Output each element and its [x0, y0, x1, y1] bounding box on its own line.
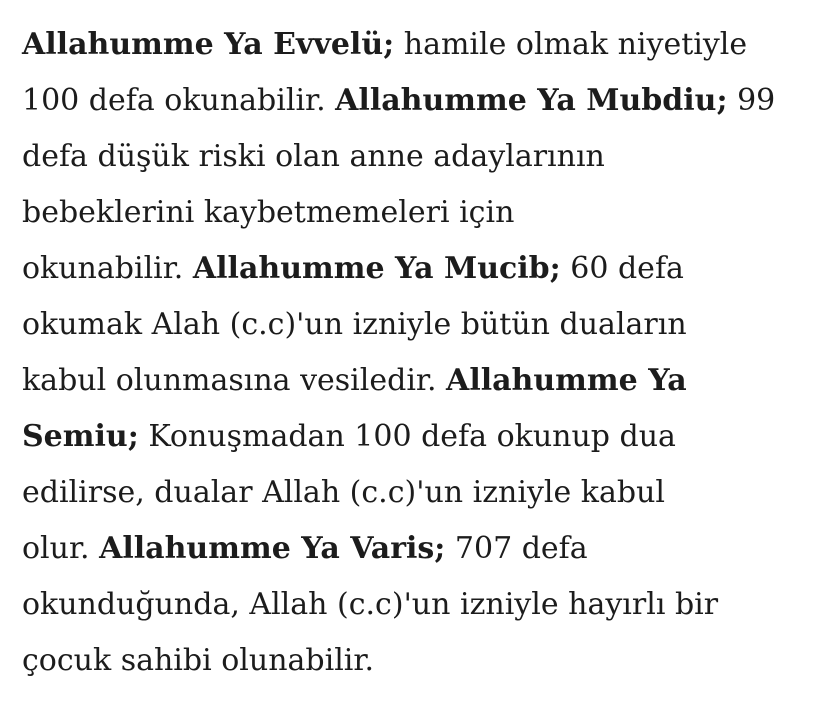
text-segment: bebeklerini kaybetmemeleri için: [22, 195, 515, 230]
text-segment: 707 defa: [445, 531, 588, 566]
bold-text-segment: Semiu;: [22, 419, 139, 454]
text-segment: Konuşmadan 100 defa okunup dua: [138, 419, 676, 454]
text-segment: 100 defa okunabilir.: [22, 83, 336, 118]
text-segment: okunabilir.: [22, 251, 193, 286]
text-line: [22, 409, 808, 465]
text-segment: defa düşük riski olan anne adaylarının: [22, 139, 605, 174]
bold-text-segment: Allahumme Ya Varis;: [99, 531, 446, 566]
text-line: [22, 633, 808, 689]
text-segment: olur.: [22, 531, 100, 566]
text-line: [22, 17, 808, 73]
text-segment: hamile olmak niyetiyle: [394, 27, 748, 62]
text-line: [22, 465, 808, 521]
bold-text-segment: Allahumme Ya: [446, 363, 687, 398]
text-line: [22, 241, 808, 297]
text-line: [22, 353, 808, 409]
text-segment: çocuk sahibi olunabilir.: [22, 643, 374, 678]
text-segment: okunduğunda, Allah (c.c)'un izniyle hayırlı bir: [22, 587, 719, 622]
text-line: [22, 577, 808, 633]
bold-text-segment: Allahumme Ya Evvelü;: [22, 27, 395, 62]
text-line: [22, 297, 808, 353]
text-segment: okumak Alah (c.c)'un izniyle bütün duaların: [22, 307, 687, 342]
text-line: [22, 185, 808, 241]
text-segment: edilirse, dualar Allah (c.c)'un izniyle kabul: [22, 475, 665, 510]
bold-text-segment: Allahumme Ya Mucib;: [192, 251, 561, 286]
bold-text-segment: Allahumme Ya Mubdiu;: [335, 83, 728, 118]
text-segment: 60 defa: [560, 251, 684, 286]
text-segment: 99: [727, 83, 776, 118]
text-segment: kabul olunmasına vesiledir.: [22, 363, 447, 398]
text-line: [22, 129, 808, 185]
text-line: [22, 521, 808, 577]
text-line: [22, 73, 808, 129]
